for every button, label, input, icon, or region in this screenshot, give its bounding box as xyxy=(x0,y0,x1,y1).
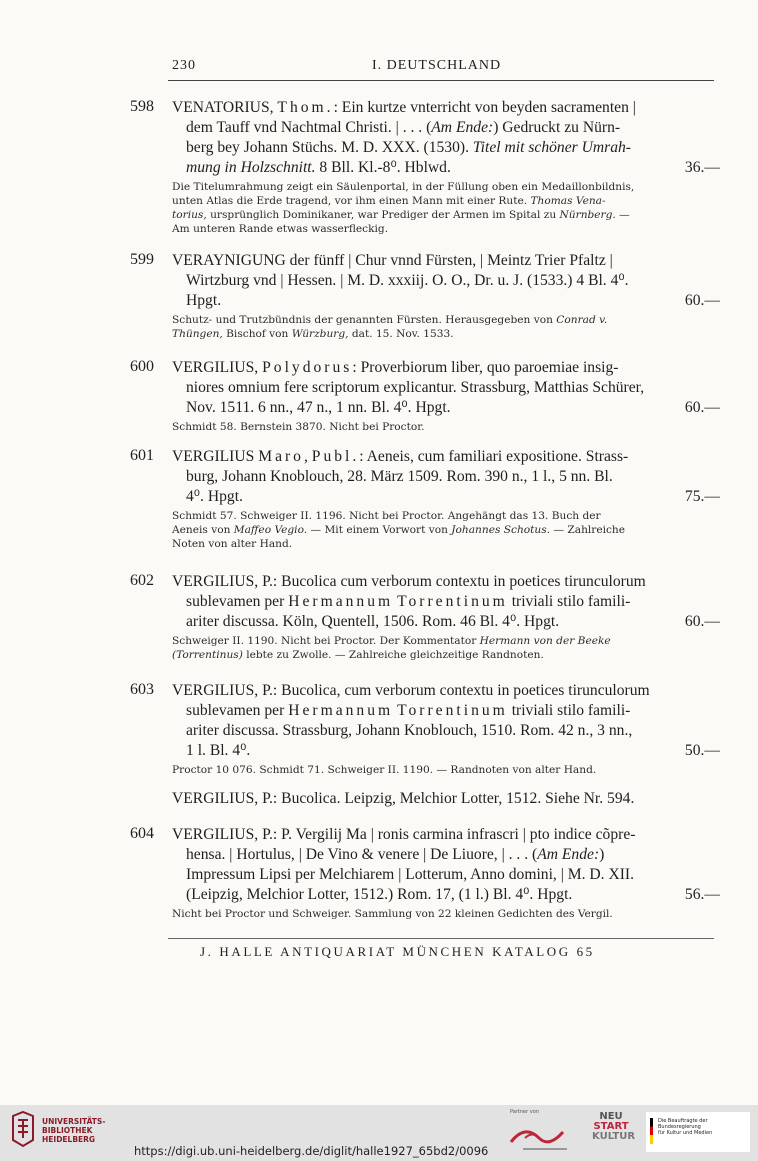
entry-price: 36.— xyxy=(684,159,720,176)
entry-number: 604 xyxy=(130,825,154,842)
note-line: Proctor 10 076. Schmidt 71. Schweiger II. 1190. — Randnoten von alter Hand. xyxy=(172,764,597,776)
entry-line: 56.— (Leipzig, Melchior Lotter, 1512.) Rom. 17, (1 l.) Bl. 4⁰. Hpgt. xyxy=(186,886,720,903)
entry-number: 602 xyxy=(130,572,154,589)
entry-number: 598 xyxy=(130,98,154,115)
entry-line: 60.— ariter discussa. Köln, Quentell, 1506. Rom. 46 Bl. 4⁰. Hpgt. xyxy=(186,613,720,630)
note-line: Schmidt 57. Schweiger II. 1196. Nicht bei Proctor. Angehängt das 13. Buch der xyxy=(172,510,601,522)
entry-price: 60.— xyxy=(684,292,720,309)
catalog-entry xyxy=(130,358,720,434)
source-url-link[interactable]: https://digi.ub.uni-heidelberg.de/diglit/halle1927_65bd2/0096 xyxy=(134,1144,489,1158)
entry-line: VERGILIUS, P.: Bucolica, cum verborum contextu in poetices tirunculorum xyxy=(172,682,650,699)
page-number: 230 xyxy=(172,58,196,73)
entry-text xyxy=(172,572,720,632)
entry-note xyxy=(172,763,720,777)
catalog-entry xyxy=(130,572,720,662)
entry-line: VERGILIUS, P.: Bucolica cum verborum contextu in poetices tirunculorum xyxy=(172,573,646,590)
entry-line: Impressum Lipsi per Melchiarem | Lotterum, Anno domini, | M. D. XII. xyxy=(186,866,634,883)
entry-text xyxy=(172,681,720,761)
note-line: Thüngen, Bischof von Würzburg, dat. 15. Nov. 1533. xyxy=(172,328,454,340)
entry-line: sublevamen per Hermannum Torrentinum triviali stilo famili- xyxy=(186,593,631,610)
german-flag-icon xyxy=(650,1118,653,1144)
entry-note xyxy=(172,634,720,662)
entry-text xyxy=(172,825,720,905)
entry-number: 599 xyxy=(130,251,154,268)
entry-line: ariter discussa. Strassburg, Johann Knoblouch, 1510. Rom. 42 n., 3 nn., xyxy=(186,722,633,739)
entry-note xyxy=(172,313,720,341)
catalog-entry xyxy=(130,447,720,551)
catalog-entry xyxy=(130,681,720,777)
entry-line: 60.— Nov. 1511. 6 nn., 47 n., 1 nn. Bl. 4⁰. Hpgt. xyxy=(186,399,720,416)
entry-line: sublevamen per Hermannum Torrentinum triviali stilo famili- xyxy=(186,702,631,719)
entry-line: 50.— 1 l. Bl. 4⁰. xyxy=(186,742,720,759)
catalog-entry xyxy=(130,825,720,921)
entry-price: 50.— xyxy=(684,742,720,759)
entry-line: VERGILIUS Maro, Publ.: Aeneis, cum familiari expositione. Strass- xyxy=(172,448,629,465)
entry-note xyxy=(172,420,720,434)
note-line: Noten von alter Hand. xyxy=(172,538,293,550)
catalog-entry xyxy=(130,789,720,809)
note-line: Aeneis von Maffeo Vegio. — Mit einem Vorwort von Johannes Schotus. — Zahlreiche xyxy=(172,524,626,536)
entry-text xyxy=(172,447,720,507)
entry-line: berg bey Johann Stüchs. M. D. XXX. (1530). Titel mit schöner Umrah- xyxy=(186,139,631,156)
university-seal-icon xyxy=(10,1110,36,1148)
entry-line: VERGILIUS, P.: Bucolica. Leipzig, Melchior Lotter, 1512. Siehe Nr. 594. xyxy=(172,790,635,807)
entry-line: VENATORIUS, Thom.: Ein kurtze vnterricht von beyden sacramenten | xyxy=(172,99,636,116)
note-line: torius, ursprünglich Dominikaner, war Prediger der Armen im Spital zu Nürnberg. — xyxy=(172,209,630,221)
neustart-kultur-logo: NEU START KULTUR xyxy=(592,1111,636,1142)
entry-line: Wirtzburg vnd | Hessen. | M. D. xxxiij. O. O., Dr. u. J. (1533.) 4 Bl. 4⁰. xyxy=(186,272,629,289)
entry-line: 75.— 4⁰. Hpgt. xyxy=(186,488,720,505)
entry-line: hensa. | Hortulus, | De Vino & venere | De Liuore, | . . . (Am Ende:) xyxy=(186,846,605,863)
entry-price: 75.— xyxy=(684,488,720,505)
note-line: Nicht bei Proctor und Schweiger. Sammlung von 22 kleinen Gedichten des Vergil. xyxy=(172,908,613,920)
entry-line: dem Tauff vnd Nachtmal Christi. | . . . (Am Ende:) Gedruckt zu Nürn- xyxy=(186,119,621,136)
entry-price: 56.— xyxy=(684,886,720,903)
entry-text xyxy=(172,98,720,178)
footer-rule xyxy=(168,938,714,939)
entry-note xyxy=(172,180,720,236)
catalog-footer: J. HALLE ANTIQUARIAT MÜNCHEN KATALOG 65 xyxy=(200,944,595,959)
dfg-logo-icon xyxy=(505,1118,585,1154)
note-line: Schutz- und Trutzbündnis der genannten Fürsten. Herausgegeben von Conrad v. xyxy=(172,314,608,326)
entry-line: 60.— Hpgt. xyxy=(186,292,720,309)
note-line: Die Titelumrahmung zeigt ein Säulenportal, in der Füllung oben ein Medaillonbildnis, xyxy=(172,181,635,193)
note-line: unten Atlas die Erde tragend, vor ihm einen Mann mit einer Rute. Thomas Vena- xyxy=(172,195,606,207)
entry-line: burg, Johann Knoblouch, 28. März 1509. Rom. 390 n., 1 l., 5 nn. Bl. xyxy=(186,468,613,485)
library-name: UNIVERSITÄTS- BIBLIOTHEK HEIDELBERG xyxy=(42,1117,106,1144)
entry-note xyxy=(172,509,720,551)
entry-number: 601 xyxy=(130,447,154,464)
entry-price: 60.— xyxy=(684,613,720,630)
entry-price: 60.— xyxy=(684,399,720,416)
header-rule xyxy=(168,80,714,81)
entry-text xyxy=(172,251,720,311)
note-line: Schmidt 58. Bernstein 3870. Nicht bei Proctor. xyxy=(172,421,425,433)
entry-note xyxy=(172,907,720,921)
entry-text xyxy=(172,789,720,809)
catalog-entry xyxy=(130,251,720,341)
bkm-logo: Die Beauftragte der Bundesregierung für Kultur und Medien xyxy=(646,1112,750,1152)
entry-text xyxy=(172,358,720,418)
note-line: Am unteren Rande etwas wasserfleckig. xyxy=(172,223,389,235)
entry-line: VERGILIUS, P.: P. Vergilij Ma | ronis carmina infrascri | pto indice cõpre- xyxy=(172,826,636,843)
entry-number: 603 xyxy=(130,681,154,698)
page-header xyxy=(172,58,712,78)
entry-line: VERGILIUS, Polydorus: Proverbiorum liber, quo paroemiae insig- xyxy=(172,359,619,376)
entry-line: VERAYNIGUNG der fünff | Chur vnnd Fürsten, | Meintz Trier Pfaltz | xyxy=(172,252,613,269)
entry-number: 600 xyxy=(130,358,154,375)
section-title: I. DEUTSCHLAND xyxy=(372,58,502,73)
entry-line: 36.— mung in Holzschnitt. 8 Bll. Kl.-8⁰. Hblwd. xyxy=(186,159,720,176)
note-line: Schweiger II. 1190. Nicht bei Proctor. Der Kommentator Hermann von der Beeke xyxy=(172,635,611,647)
catalog-entry xyxy=(130,98,720,236)
entry-line: niores omnium fere scriptorum explicantur. Strassburg, Matthias Schürer, xyxy=(186,379,645,396)
partner-label: Partner von xyxy=(510,1109,539,1115)
note-line: (Torrentinus) lebte zu Zwolle. — Zahlreiche gleichzeitige Randnoten. xyxy=(172,649,544,661)
